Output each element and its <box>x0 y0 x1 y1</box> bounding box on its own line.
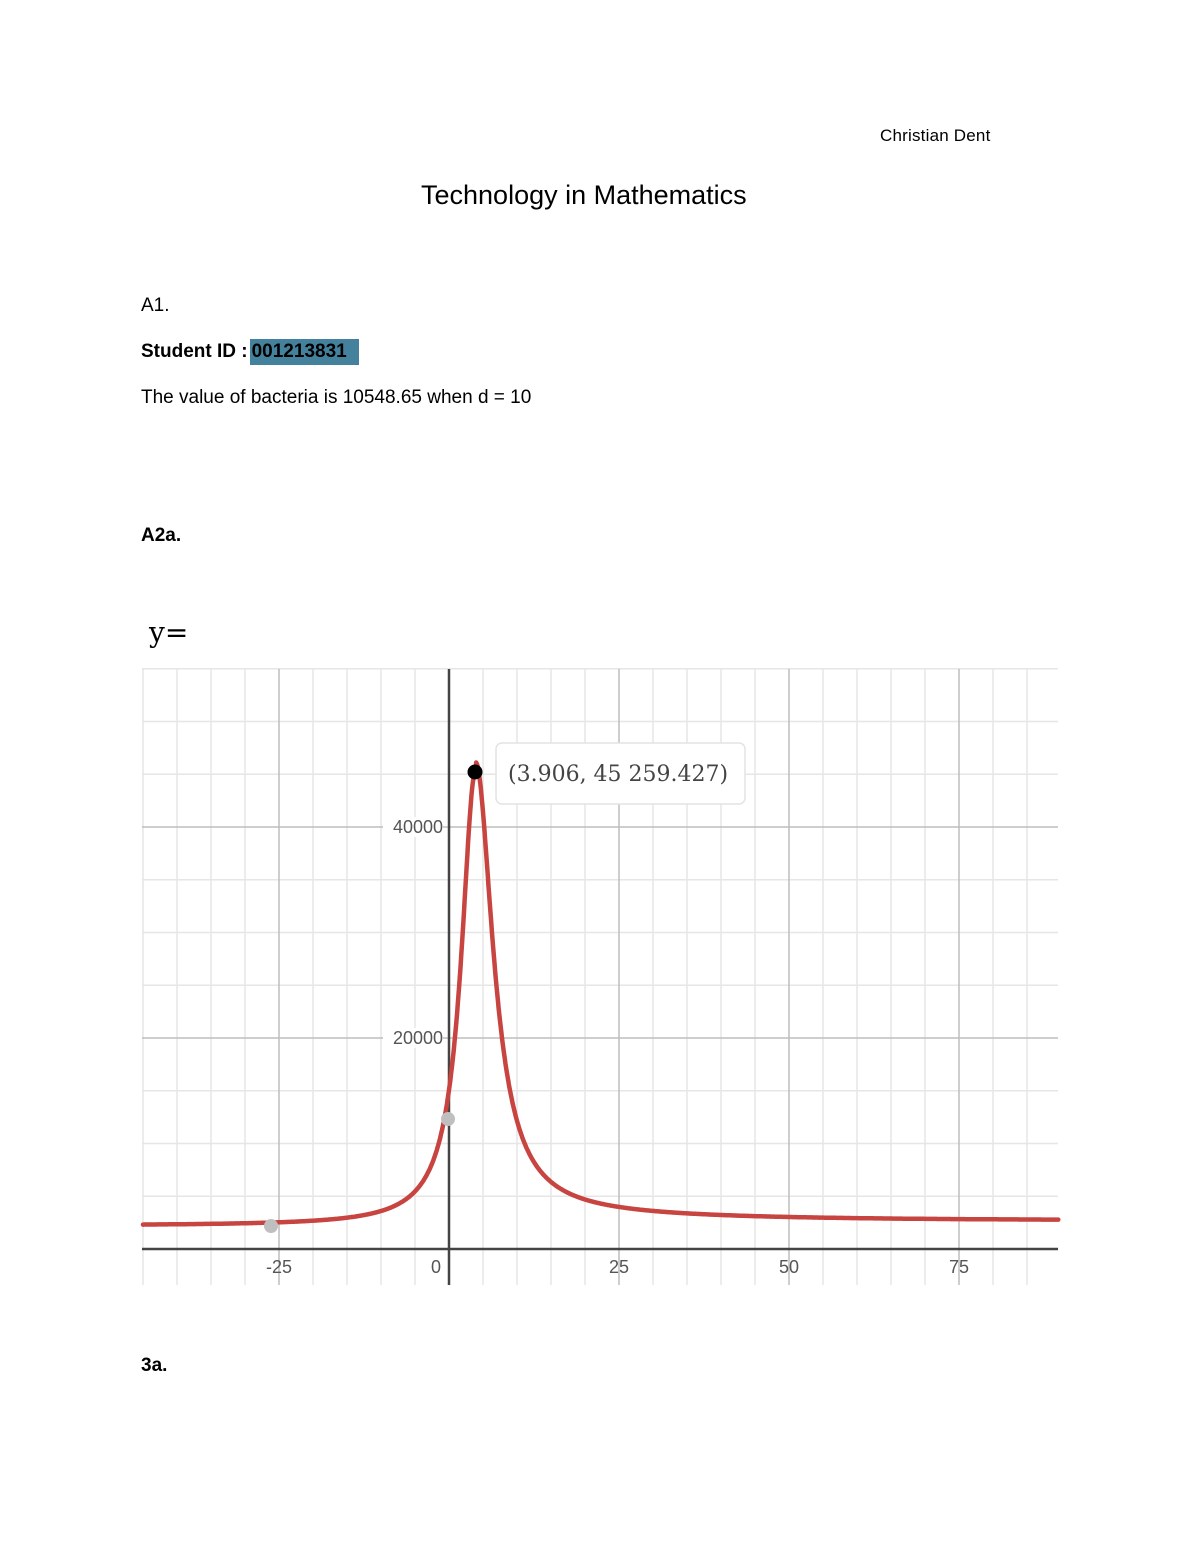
y-tick-label: 20000 <box>392 1028 443 1048</box>
y-tick-label: 40000 <box>392 817 443 837</box>
section-a1-label: A1. <box>141 295 170 316</box>
student-id-value: 001213831 <box>250 339 359 365</box>
x-tick-label: 25 <box>608 1257 630 1277</box>
student-id-label: Student ID : <box>141 341 248 362</box>
author-name: Christian Dent <box>880 126 991 145</box>
expression-label: y= <box>149 616 189 649</box>
x-tick-label: 0 <box>430 1257 442 1277</box>
document-title: Technology in Mathematics <box>421 180 747 210</box>
y-intercept-point[interactable] <box>441 1112 455 1126</box>
point-tooltip <box>496 743 745 804</box>
function-curve[interactable] <box>143 763 1058 1225</box>
section-3a-label: 3a. <box>141 1355 168 1376</box>
section-a2a-label: A2a. <box>141 525 182 546</box>
x-tick-label: -25 <box>265 1257 293 1277</box>
x-tick-label: 75 <box>948 1257 970 1277</box>
point-coordinates: (3.906, 45 259.427) <box>508 762 729 787</box>
x-tick-label: 50 <box>778 1257 800 1277</box>
gray-point-marker[interactable] <box>264 1219 278 1233</box>
maximum-point[interactable] <box>468 765 483 780</box>
bacteria-statement: The value of bacteria is 10548.65 when d = 10 <box>141 387 532 408</box>
